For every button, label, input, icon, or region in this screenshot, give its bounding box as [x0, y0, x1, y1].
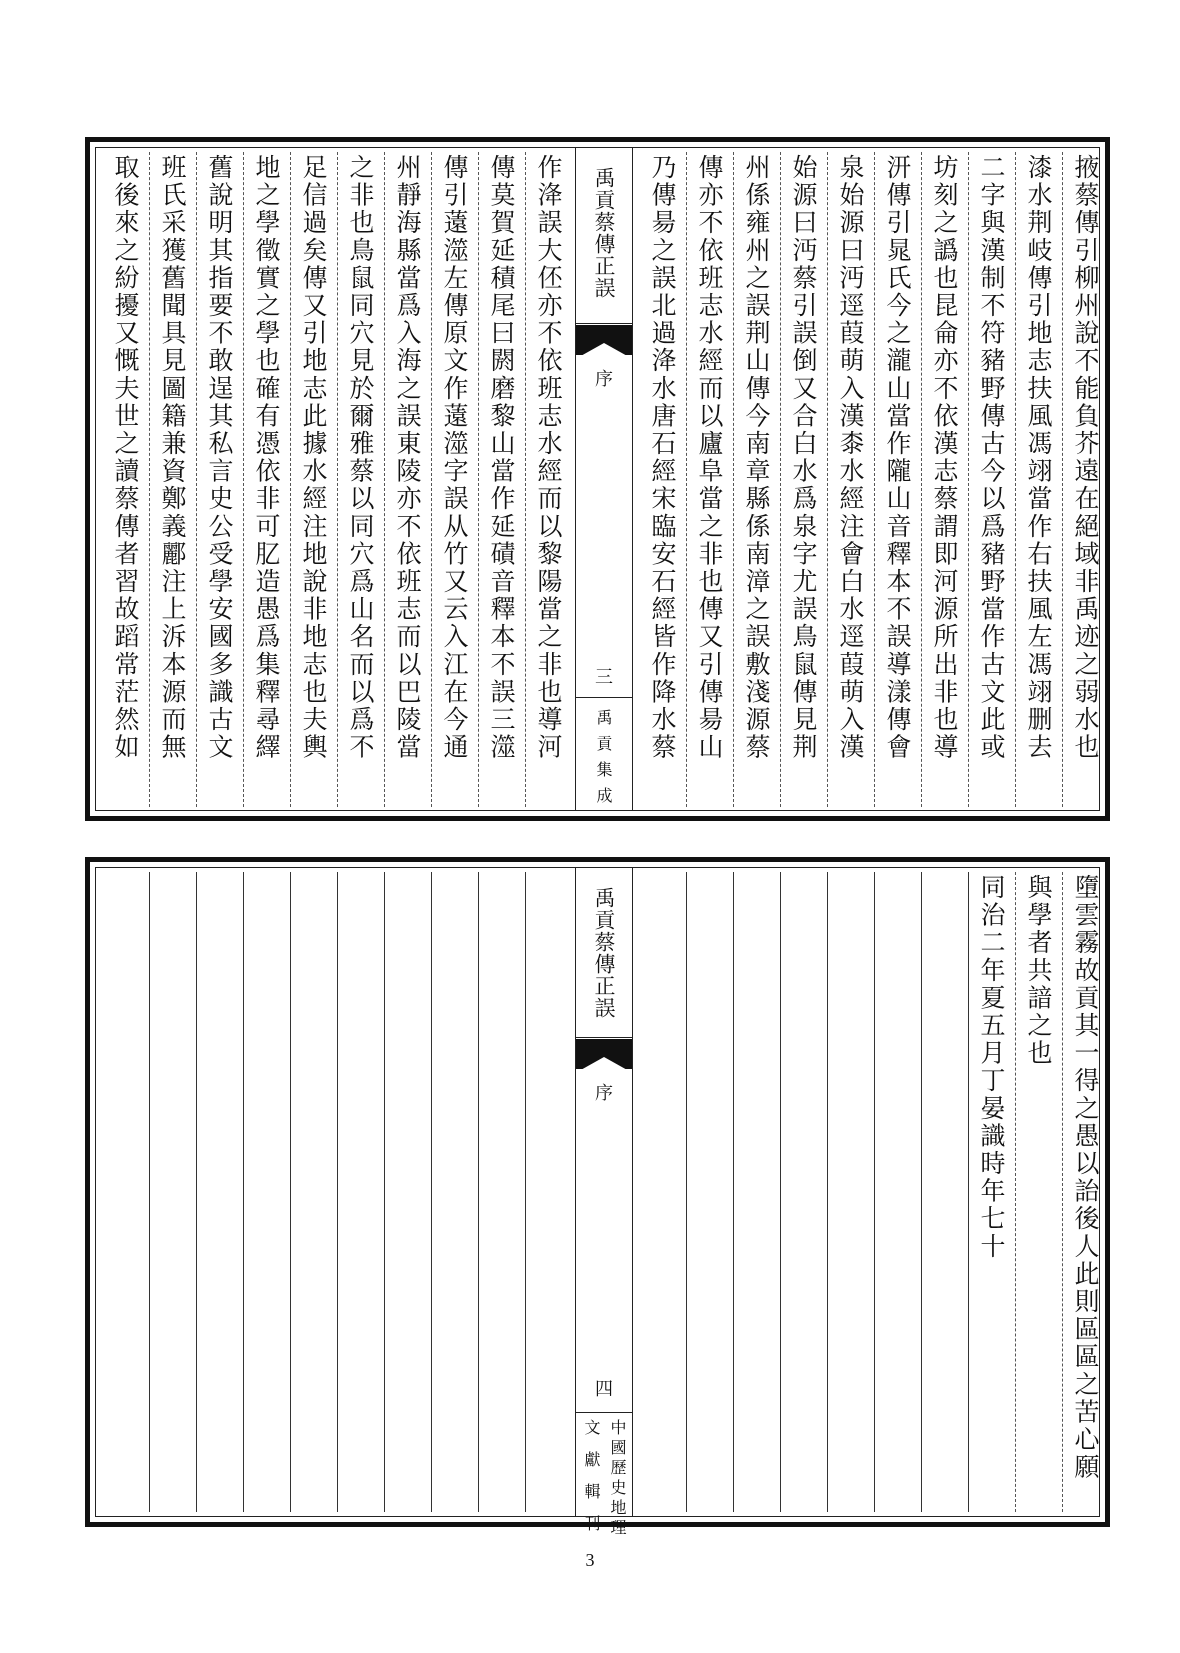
- column-rule: [243, 872, 244, 1512]
- text-column: 掖蔡傳引柳州說不能負芥遠在絕域非禹迹之弱水也: [1071, 154, 1100, 762]
- series-line-1: 中國歷史地理: [608, 1419, 627, 1539]
- column-rule: [921, 872, 922, 1512]
- text-column: 取後來之紛擾又慨夫世之讀蔡傳者習故蹈常茫然如: [111, 154, 140, 762]
- text-column: 舊說明其指要不敢逞其私言史公受學安國多識古文: [205, 154, 234, 762]
- book-title-text: 禹貢蔡傳正誤: [592, 887, 616, 1019]
- column-rule: [827, 152, 828, 807]
- column-rule: [921, 152, 922, 807]
- text-column: 同治二年夏五月丁晏識時年七十: [977, 874, 1006, 1261]
- text-column: 乃傳昜之誤北過洚水唐石經宋臨安石經皆作降水蔡: [648, 154, 677, 762]
- text-column: 漆水荆岐傳引地志扶風馮翊當作右扶風左馮翊删去: [1024, 154, 1053, 762]
- book-title: [576, 887, 632, 1037]
- leaf-number: 三: [595, 667, 613, 688]
- column-rule: [243, 152, 244, 807]
- text-column: 之非也鳥鼠同穴見於爾雅蔡以同穴爲山名而以爲不: [346, 154, 375, 762]
- text-column: 足信過矣傳又引地志此據水經注地說非地志也夫輿: [299, 154, 328, 762]
- column-rule: [431, 872, 432, 1512]
- divider: [576, 1412, 632, 1413]
- column-rule: [780, 152, 781, 807]
- column-rule: [1015, 152, 1016, 807]
- text-column: 坊刻之譌也昆侖亦不依漢志蔡謂即河源所出非也導: [930, 154, 959, 762]
- series-line-2: 文獻輯刊: [582, 1419, 601, 1547]
- fishtail-mark: [576, 325, 632, 355]
- text-column: 泉始源曰沔逕葭萌入漢桼水經注會白水逕葭萌入漢: [836, 154, 865, 762]
- text-column: 班氏采獲舊聞具見圖籍兼資鄭義酈注上泝本源而無: [158, 154, 187, 762]
- column-rule: [525, 872, 526, 1512]
- column-rule: [1062, 152, 1063, 807]
- divider: [576, 1037, 632, 1038]
- text-column: 汧傳引晁氏今之瀧山當作隴山音釋本不誤導漾傳會: [883, 154, 912, 762]
- column-rule: [196, 152, 197, 807]
- text-column: 地之學徵實之學也確有憑依非可肊造愚爲集釋尋繹: [252, 154, 281, 762]
- column-rule: [733, 872, 734, 1512]
- column-rule: [149, 872, 150, 1512]
- page-number: 3: [585, 1550, 595, 1570]
- column-rule: [686, 872, 687, 1512]
- text-column: 州係雍州之誤荆山傳今南章縣係南漳之誤敷淺源蔡: [742, 154, 771, 762]
- text-column: 傳亦不依班志水經而以廬阜當之非也傳又引傳昜山: [695, 154, 724, 762]
- book-title-text: 禹貢蔡傳正誤: [592, 167, 616, 299]
- text-column: 州靜海縣當爲入海之誤東陵亦不依班志而以巴陵當: [393, 154, 422, 762]
- column-rule: [431, 152, 432, 807]
- book-title: [576, 167, 632, 317]
- text-column: 傳引薳澨左傳原文作薳澨字誤从竹又云入江在今通: [440, 154, 469, 762]
- divider: [576, 323, 632, 324]
- fishtail-mark: [576, 1039, 632, 1069]
- column-rule: [290, 872, 291, 1512]
- column-rule: [968, 872, 969, 1512]
- column-rule: [290, 152, 291, 807]
- column-rule: [733, 152, 734, 807]
- lower-leaf: [85, 857, 1110, 1547]
- series-title: 禹貢集成: [594, 709, 613, 813]
- leaf-number: 四: [595, 1379, 613, 1400]
- center-band: [575, 867, 633, 1547]
- column-rule: [1015, 872, 1016, 1512]
- column-rule: [780, 872, 781, 1512]
- column-rule: [827, 872, 828, 1512]
- column-rule: [384, 152, 385, 807]
- text-column: 二字與漢制不符豬野傳古今以爲豬野當作古文此或: [977, 154, 1006, 762]
- column-rule: [686, 152, 687, 807]
- section-label: 序: [595, 369, 613, 390]
- column-rule: [874, 872, 875, 1512]
- column-rule: [337, 152, 338, 807]
- column-rule: [478, 872, 479, 1512]
- center-band: [575, 147, 633, 811]
- upper-leaf: [85, 137, 1110, 821]
- column-rule: [874, 152, 875, 807]
- text-column: 墮雲霧故貢其一得之愚以詒後人此則區區之苦心願: [1071, 874, 1100, 1482]
- column-rule: [384, 872, 385, 1512]
- column-rule: [149, 152, 150, 807]
- text-column: 與學者共諳之也: [1024, 874, 1053, 1068]
- section-label: 序: [595, 1083, 613, 1104]
- divider: [576, 697, 632, 698]
- column-rule: [196, 872, 197, 1512]
- text-column: 作洚誤大伾亦不依班志水經而以黎陽當之非也導河: [534, 154, 563, 762]
- column-rule: [968, 152, 969, 807]
- text-column: 傳莫賀延積尾曰閼磨黎山當作延磧音釋本不誤三澨: [487, 154, 516, 762]
- column-rule: [337, 872, 338, 1512]
- column-rule: [1062, 872, 1063, 1512]
- text-column: 始源曰沔蔡引誤倒又合白水爲泉字尤誤鳥鼠傳見荆: [789, 154, 818, 762]
- column-rule: [525, 152, 526, 807]
- column-rule: [478, 152, 479, 807]
